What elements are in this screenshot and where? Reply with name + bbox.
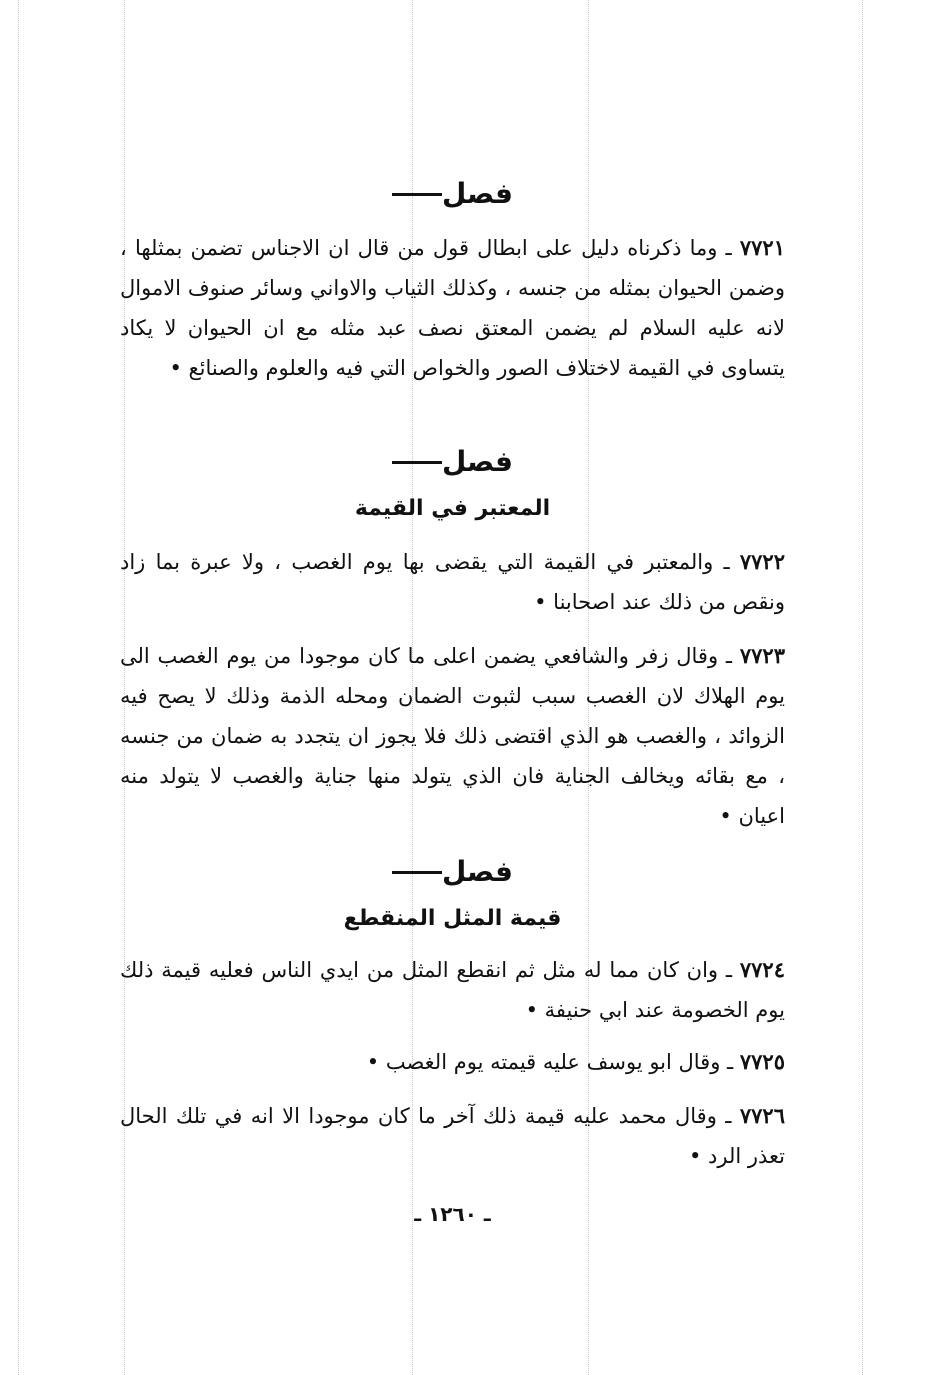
paragraph-7723 xyxy=(120,636,785,836)
scan-line xyxy=(862,0,863,1375)
paragraph-7726 xyxy=(120,1096,785,1176)
paragraph-text: ـ وقال ابو يوسف عليه قيمته يوم الغصب • xyxy=(366,1050,740,1074)
paragraph-text: ـ وقال زفر والشافعي يضمن اعلى ما كان موجودا من يوم الغصب الى يوم الهلاك لان الغصب سبب لثبوت الضمان ومحله الذمة وذلك لا يصح فيه الزوائد ، والغصب هو الذي اقتضى ذلك فلا يجوز ان يتجدد به ضمان من جنسه ، مع بقائه ويخالف الجناية فان الذي يتولد منها جناية والغصب لا يتولد منه اعيان • xyxy=(120,644,785,828)
section-subheading-3: قيمة المثل المنقطع xyxy=(343,906,562,931)
paragraph-7721 xyxy=(120,228,785,388)
page-number: ـ ١٢٦٠ ـ xyxy=(414,1202,491,1226)
heading-tatweel xyxy=(392,193,442,196)
section-subheading-2: المعتبر في القيمة xyxy=(354,496,551,521)
paragraph-7722 xyxy=(120,542,785,622)
heading-tatweel xyxy=(392,461,442,464)
paragraph-number: ٧٧٢١ xyxy=(739,235,785,260)
section-heading-word: فصل xyxy=(442,177,513,210)
paragraph-number: ٧٧٢٢ xyxy=(739,549,785,574)
paragraph-text: ـ والمعتبر في القيمة التي يقضى بها يوم الغصب ، ولا عبرة بما زاد ونقص من ذلك عند اصحابنا • xyxy=(120,550,785,614)
section-heading-word: فصل xyxy=(442,445,513,478)
section-heading-word: فصل xyxy=(442,855,513,888)
section-heading-1 xyxy=(120,174,785,214)
paragraph-number: ٧٧٢٣ xyxy=(739,643,785,668)
paragraph-7724 xyxy=(120,950,785,1030)
section-heading-3 xyxy=(120,852,785,892)
paragraph-number: ٧٧٢٤ xyxy=(739,957,785,982)
paragraph-7725 xyxy=(120,1042,785,1082)
section-heading-2 xyxy=(120,442,785,482)
paragraph-text: ـ وان كان مما له مثل ثم انقطع المثل من ايدي الناس فعليه قيمة ذلك يوم الخصومة عند ابي حنيفة • xyxy=(120,958,785,1022)
paragraph-text: ـ وقال محمد عليه قيمة ذلك آخر ما كان موجودا الا انه في تلك الحال تعذر الرد • xyxy=(120,1104,785,1168)
paragraph-number: ٧٧٢٦ xyxy=(739,1103,785,1128)
paragraph-number: ٧٧٢٥ xyxy=(739,1049,785,1074)
scan-line xyxy=(18,0,19,1375)
paragraph-text: ـ وما ذكرناه دليل على ابطال قول من قال ان الاجناس تضمن بمثلها ، وضمن الحيوان بمثله من جنسه ، وكذلك الثياب والاواني وسائر صنوف الاموال لانه عليه السلام لم يضمن المعتق نصف عبد مثله مع ان الحيوان لا يكاد يتساوى في القيمة لاختلاف الصور والخواص التي فيه والعلوم والصنائع • xyxy=(120,236,785,380)
heading-tatweel xyxy=(392,871,442,874)
